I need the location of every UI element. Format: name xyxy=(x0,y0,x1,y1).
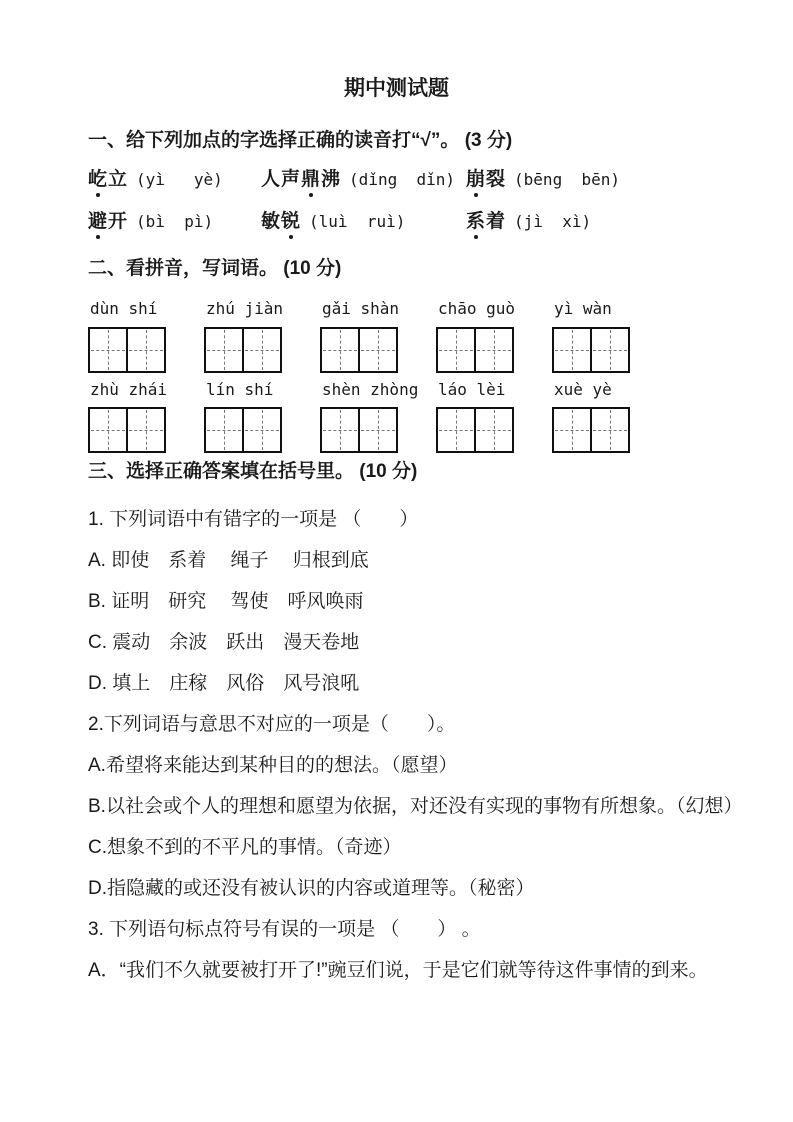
word-item xyxy=(466,209,747,236)
dotted-character: 崩 xyxy=(466,167,486,193)
question2-option-b: B.以社会或个人的理想和愿望为依据，对还没有实现的事物有所想象。（幻想） xyxy=(88,796,743,817)
question1-option-d: D. 填上 庄稼 风俗 风号浪吼 xyxy=(88,673,360,694)
word-pinyin: (luì ruì) xyxy=(309,212,406,231)
word-post: 开 xyxy=(108,211,129,232)
writing-grid xyxy=(88,327,166,373)
question2-option-c: C.想象不到的不平凡的事情。（奇迹） xyxy=(88,837,402,858)
word-characters xyxy=(88,211,128,232)
word-characters xyxy=(261,169,341,190)
writing-grid xyxy=(320,327,398,373)
word-pinyin: (jì xì) xyxy=(514,212,592,231)
section1-row1 xyxy=(88,167,747,194)
writing-grid xyxy=(204,327,282,373)
question1-option-c: C. 震动 余波 跃出 漫天卷地 xyxy=(88,632,360,653)
word-pinyin: (dǐng dǐn) xyxy=(349,170,456,189)
page-title: 期中测试题 xyxy=(344,77,449,100)
section2-heading: 二、看拼音，写词语。 (10 分) xyxy=(88,258,342,279)
word-characters xyxy=(466,169,506,190)
pinyin-label: láo lèi xyxy=(438,380,506,399)
dotted-character: 锐 xyxy=(281,209,301,235)
writing-grid xyxy=(204,407,282,453)
writing-grid xyxy=(436,327,514,373)
pinyin-label: zhù zhái xyxy=(90,380,168,399)
word-post: 沸 xyxy=(321,169,342,190)
pinyin-label: shèn zhòng xyxy=(322,380,419,399)
question3-option-a: A．“我们不久就要被打开了!”豌豆们说，于是它们就等待这件事情的到来。 xyxy=(88,960,708,981)
writing-grid-row-2 xyxy=(88,407,747,453)
question2-option-a: A.希望将来能达到某种目的的想法。（愿望） xyxy=(88,755,458,776)
pinyin-label: dùn shí xyxy=(90,299,158,318)
section3-heading: 三、选择正确答案填在括号里。 (10 分) xyxy=(88,461,418,482)
question1-option-b: B. 证明 研究 驾使 呼风唤雨 xyxy=(88,591,364,612)
word-characters xyxy=(261,211,301,232)
word-characters xyxy=(466,211,506,232)
word-pre: 敏 xyxy=(261,211,282,232)
word-pinyin: (bēng bēn) xyxy=(514,170,620,189)
writing-grid xyxy=(552,327,630,373)
word-post: 着 xyxy=(486,211,507,232)
dotted-character: 鼎 xyxy=(301,167,321,193)
pinyin-row-2 xyxy=(88,380,747,400)
word-item xyxy=(88,167,261,194)
pinyin-label: lín shí xyxy=(206,380,274,399)
word-post: 立 xyxy=(108,169,129,190)
word-item xyxy=(88,209,261,236)
word-item xyxy=(261,167,466,194)
writing-grid xyxy=(88,407,166,453)
writing-grid xyxy=(436,407,514,453)
pinyin-label: gǎi shàn xyxy=(322,299,400,318)
word-item xyxy=(466,167,747,194)
word-pinyin: (yì yè) xyxy=(136,170,223,189)
question1-option-a: A. 即使 系着 绳子 归根到底 xyxy=(88,550,369,571)
pinyin-label: yì wàn xyxy=(554,299,612,318)
question3-stem: 3. 下列语句标点符号有误的一项是 （ ） 。 xyxy=(88,919,481,940)
pinyin-label: xuè yè xyxy=(554,380,612,399)
questions-block xyxy=(88,499,747,991)
section1-heading: 一、给下列加点的字选择正确的读音打“√”。 (3 分) xyxy=(88,130,513,151)
word-item xyxy=(261,209,466,236)
pinyin-row-1 xyxy=(88,299,747,319)
question2-stem: 2.下列词语与意思不对应的一项是（ ）。 xyxy=(88,714,456,735)
word-post: 裂 xyxy=(486,169,507,190)
word-pre: 人声 xyxy=(261,169,302,190)
pinyin-label: zhú jiàn xyxy=(206,299,284,318)
question2-option-d: D.指隐藏的或还没有被认识的内容或道理等。（秘密） xyxy=(88,878,535,899)
dotted-character: 系 xyxy=(466,209,486,235)
writing-grid xyxy=(320,407,398,453)
word-characters xyxy=(88,169,128,190)
word-pinyin: (bì pì) xyxy=(136,212,214,231)
page-content xyxy=(88,130,747,991)
writing-grid-row-1 xyxy=(88,327,747,373)
dotted-character: 屹 xyxy=(88,167,108,193)
writing-grid xyxy=(552,407,630,453)
pinyin-label: chāo guò xyxy=(438,299,516,318)
dotted-character: 避 xyxy=(88,209,108,235)
question1-stem: 1. 下列词语中有错字的一项是 （ ） xyxy=(88,509,419,530)
section1-row2 xyxy=(88,209,747,236)
